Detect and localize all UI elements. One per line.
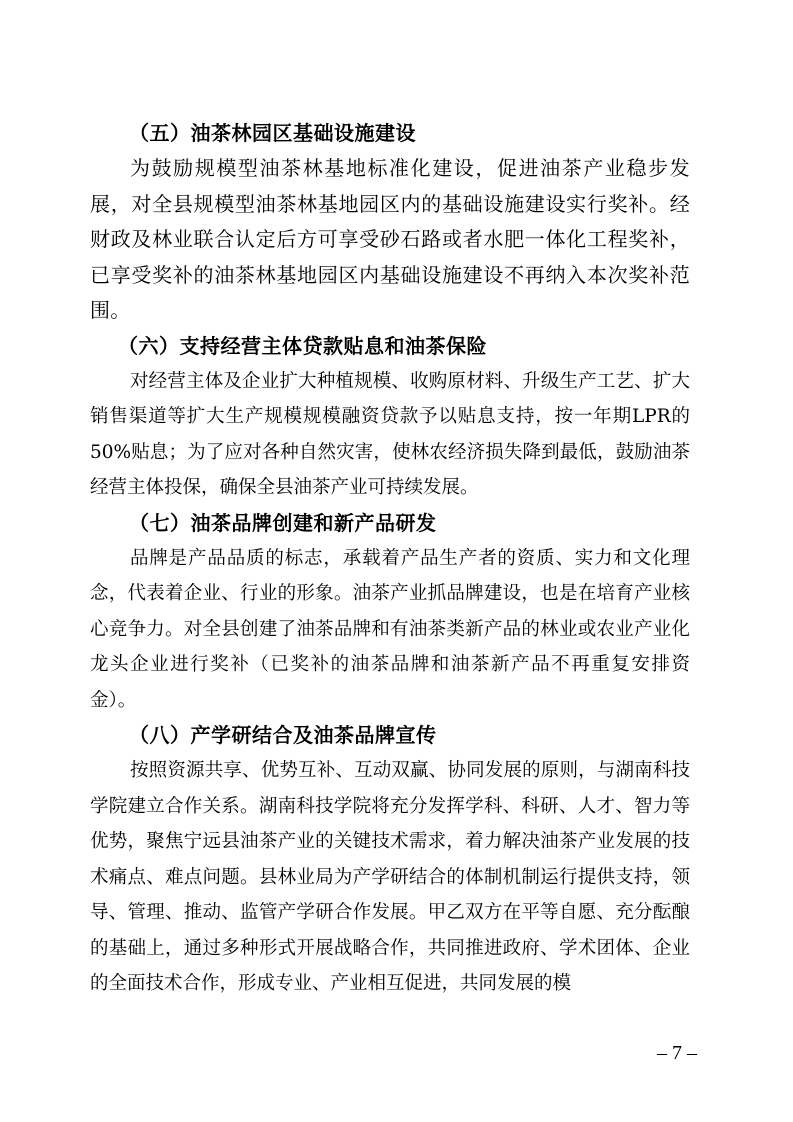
page-content — [90, 116, 690, 1002]
section-heading-5: （五）油茶林园区基础设施建设 — [129, 121, 416, 145]
section-heading-6: （六）支持经营主体贷款贴息和油茶保险 — [118, 333, 487, 358]
section-paragraph-7: 品牌是产品品质的标志，承载着产品生产者的资质、实力和文化理念，代表着企业、行业的形象。油茶产业抓品牌建设，也是在培育产业核心竞争力。对全县创建了油茶品牌和有油茶类新产品的林业或农业产业化龙头企业进行奖补（已奖补的油茶品牌和油茶新产品不再重复安排资金）。 — [90, 547, 690, 711]
section-heading-7: （七）油茶品牌创建和新产品研发 — [129, 510, 437, 535]
section-heading-8: （八）产学研结合及油茶品牌宣传 — [129, 723, 437, 747]
section-paragraph-8: 按照资源共享、优势互补、互动双赢、协同发展的原则，与湖南科技学院建立合作关系。湖南科技学院将充分发挥学科、科研、人才、智力等优势，聚焦宁远县油茶产业的关键技术需求，着力解决油茶产业发展的技术痛点、难点问题。县林业局为产学研结合的体制机制运行提供支持，领导、管理、推动、监管产学研合作发展。甲乙双方在平等自愿、充分酝酿的基础上，通过多种形式开展战略合作，共同推进政府、学术团体、企业的全面技术合作，形成专业、产业相互促进，共同发展的模 — [90, 760, 690, 994]
section-paragraph-5: 为鼓励规模型油茶林基地标准化建设，促进油茶产业稳步发展，对全县规模型油茶林基地园区内的基础设施建设实行奖补。经财政及林业联合认定后方可享受砂石路或者水肥一体化工程奖补，已享受奖补的油茶林基地园区内基础设施建设不再纳入本次奖补范围。 — [90, 156, 690, 322]
page-number: – 7 – — [657, 1042, 697, 1064]
section-paragraph-6: 对经营主体及企业扩大种植规模、收购原材料、升级生产工艺、扩大销售渠道等扩大生产规模规模融资贷款予以贴息支持，按一年期LPR的50%贴息；为了应对各种自然灾害，使林农经济损失降到最低，鼓励油茶经营主体投保，确保全县油茶产业可持续发展。 — [90, 370, 690, 498]
